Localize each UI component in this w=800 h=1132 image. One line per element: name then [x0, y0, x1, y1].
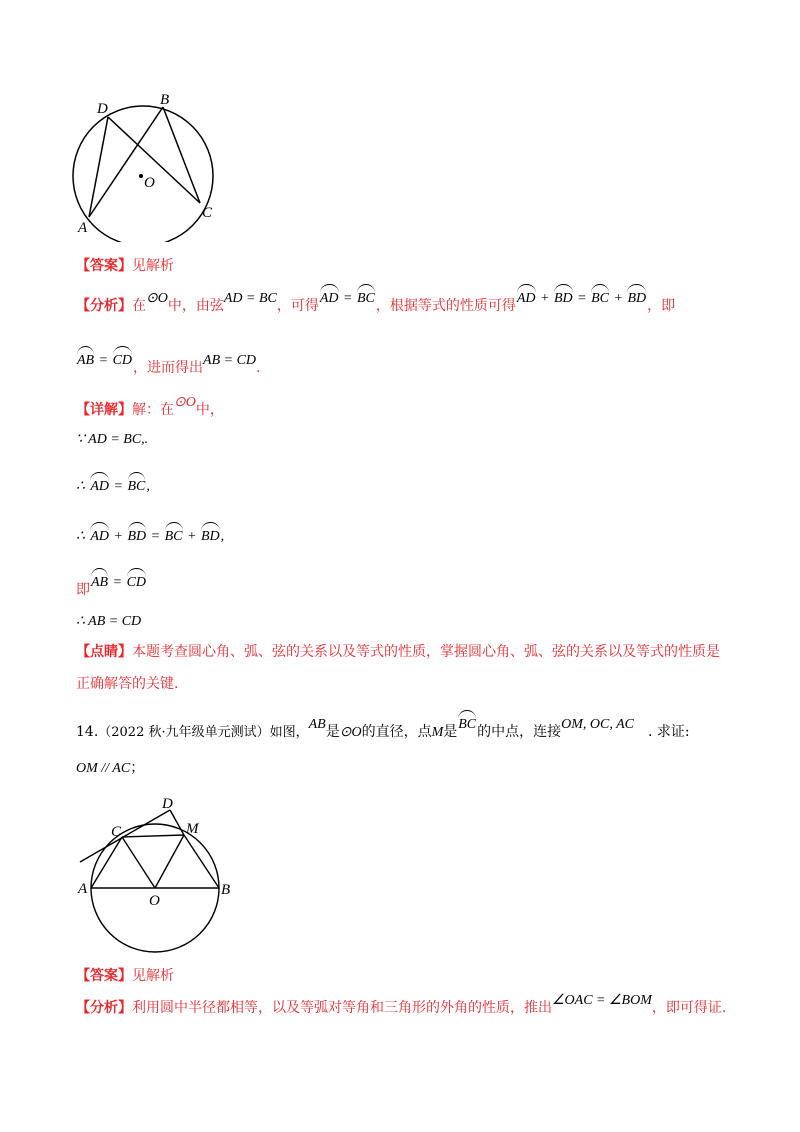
analysis-13-line-1: [76, 292, 675, 317]
comment-13-line-1: [76, 642, 720, 662]
segment-ab: AB: [308, 717, 326, 732]
figure-1-circle-diagram: [70, 92, 230, 242]
detail-text: 解：在: [132, 402, 174, 418]
segment-bc: [163, 107, 200, 203]
angle-equation: ∠OAC = ∠BOM: [552, 993, 652, 1008]
label-c: C: [111, 824, 122, 840]
arc-bc: BC: [128, 472, 146, 497]
label-c: C: [202, 205, 213, 221]
point-m: M: [431, 725, 444, 740]
circle-o-symbol: ⊙O: [146, 291, 168, 306]
label-o: O: [144, 175, 155, 191]
arc-bc: BC: [165, 522, 183, 547]
analysis-14: [76, 993, 727, 1019]
problem-text: . 求证:: [648, 724, 690, 740]
detail-13-intro: [76, 395, 224, 421]
analysis-text: ，可得: [276, 298, 319, 314]
problem-text: 的直径，点: [361, 724, 432, 740]
analysis-text: ，即可得证.: [651, 1000, 727, 1016]
detail-text: 中，: [195, 402, 224, 418]
chord-equation: AD = BC: [223, 291, 277, 306]
plus: +: [610, 291, 627, 306]
detail-tag: 【详解】: [76, 402, 132, 418]
label-b: B: [221, 882, 231, 898]
step-3: [76, 522, 224, 547]
comment-text: 本题考查圆心角、弧、弦的关系以及等式的性质，掌握圆心角、弧、弦的关系以及等式的性质是: [132, 644, 720, 660]
period: .: [256, 360, 261, 376]
therefore-symbol: ∴: [76, 479, 85, 494]
label-b: B: [160, 92, 170, 108]
problem-text: 是: [443, 724, 458, 740]
arc-bc: BC: [458, 710, 476, 735]
comment-tag: 【点睛】: [76, 644, 132, 660]
circle-o-symbol: ⊙O: [174, 395, 196, 410]
arc-ad: AD: [90, 472, 109, 497]
arc-bd: BD: [627, 284, 646, 309]
answer-text: 见解析: [132, 968, 174, 984]
equals: =: [339, 291, 356, 306]
analysis-13-line-2: [76, 354, 260, 379]
arc-ab: AB: [77, 346, 94, 371]
analysis-text: ，进而得出: [133, 360, 204, 376]
problem-source: （2022 秋·九年级单元测试）如图，: [98, 725, 309, 740]
analysis-tag: 【分析】: [76, 298, 132, 314]
arc-bc: BC: [591, 284, 609, 309]
goal-statement: OM // AC: [76, 761, 131, 776]
answer-text: 见解析: [132, 258, 174, 274]
analysis-tag: 【分析】: [76, 1000, 132, 1016]
answer-14: [76, 966, 174, 986]
problem-text: 的中点，连接: [477, 724, 562, 740]
equals: =: [95, 353, 112, 368]
circle-o-symbol: ⊙O: [339, 725, 362, 740]
analysis-text: ，即: [647, 298, 676, 314]
label-d: D: [162, 796, 173, 812]
label-a: A: [78, 881, 88, 897]
therefore-symbol: ∴: [76, 529, 85, 544]
arc-bc: BC: [357, 284, 375, 309]
segment-dm: [170, 810, 184, 835]
chord-equation: AB = CD: [203, 353, 257, 368]
problem-text: 是: [325, 724, 340, 740]
comma: ,: [146, 479, 150, 494]
analysis-text: 在: [132, 298, 146, 314]
center-point: [139, 174, 143, 178]
arc-bd: BD: [201, 522, 220, 547]
plus: +: [183, 529, 200, 544]
arc-cd: CD: [113, 346, 132, 371]
comma: ,: [220, 529, 225, 544]
analysis-text: 中，由弦: [167, 298, 224, 314]
arc-ab: AB: [91, 568, 108, 593]
semicolon: ；: [130, 760, 145, 776]
segment-cm: [122, 835, 184, 837]
answer-tag: 【答案】: [76, 258, 132, 274]
arc-ad: AD: [90, 522, 109, 547]
analysis-text: 利用圆中半径都相等，以及等弧对等角和三角形的外角的性质，推出: [132, 1000, 552, 1016]
answer-13: [76, 256, 174, 276]
arc-cd: CD: [127, 568, 146, 593]
comment-13-line-2: 正确解答的关键.: [76, 676, 179, 692]
step-4: [76, 568, 147, 598]
label-m: M: [186, 821, 199, 837]
plus: +: [536, 291, 553, 306]
figure-2-circle-diagram: [70, 790, 240, 960]
step-2: [76, 472, 150, 497]
step-5: ∴ AB = CD: [76, 614, 142, 629]
equals: =: [573, 291, 591, 306]
segment-list: OM, OC, AC: [561, 717, 634, 732]
label-a: A: [78, 220, 88, 236]
segment-co: [122, 837, 155, 888]
label-d: D: [97, 101, 108, 117]
label-o: O: [149, 893, 160, 909]
arc-bd: BD: [554, 284, 573, 309]
problem-number: 14.: [76, 724, 99, 740]
arc-bd: BD: [128, 522, 147, 547]
answer-tag: 【答案】: [76, 968, 132, 984]
problem-14-goal: [76, 758, 144, 779]
equals: =: [147, 529, 164, 544]
ji-text: 即: [76, 582, 90, 598]
arc-ad: AD: [517, 284, 536, 309]
circle-o: [73, 106, 213, 242]
equals: =: [110, 479, 127, 494]
arc-ad: AD: [320, 284, 339, 309]
equals: =: [109, 575, 126, 590]
step-1: ∵ AD = BC,.: [76, 432, 149, 447]
segment-om: [155, 835, 184, 888]
plus: +: [110, 529, 127, 544]
problem-14-stem: [76, 718, 690, 743]
analysis-text: ，根据等式的性质可得: [375, 298, 516, 314]
